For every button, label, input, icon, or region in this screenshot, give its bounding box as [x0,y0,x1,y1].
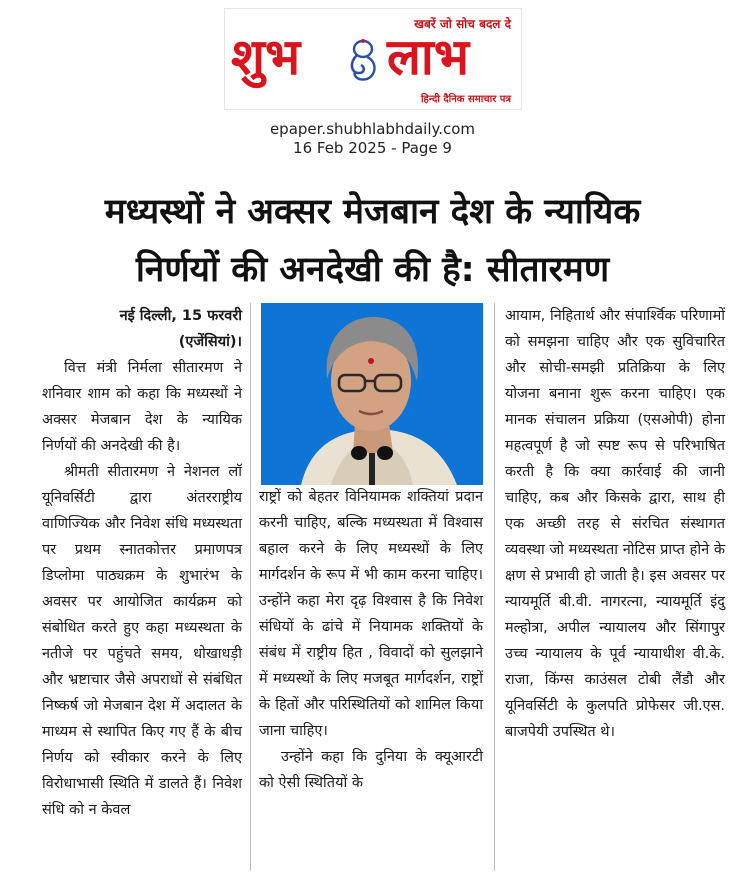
logo-word-left: शुभ [231,27,301,86]
headline-line-2: निर्णयों की अनदेखी की है: सीतारमण [135,250,610,290]
masthead-subline: हिन्दी दैनिक समाचार पत्र [420,94,511,105]
edition-date: 16 Feb 2025 - Page 9 [293,139,452,157]
paragraph: आयाम, निहितार्थ और संपार्श्विक परिणामों को समझना चाहिए और एक सुविचारित और सोची-समझी प्रतिक्रिया के लिए योजना बनाना शुरू करना चाहिए। एक मानक संचालन प्रक्रिया (एसओपी) होना महत्वपूर्ण है जो स्पष्ट रूप से परिभाषित करती है कि क्या कार्रवाई की जानी चाहिए, कब और किसके द्वारा, साथ ही एक अच्छी तरह से संरचित संस्थागत व्यवस्था जो मध्यस्थता नोटिस प्राप्त होने के क्षण से प्रभावी हो जाती है। इस अवसर पर न्यायमूर्ति बी.वी. नागरत्ना, न्यायमूर्ति इंदु मल्होत्रा, अपील न्यायालय और सिंगापुर उच्च न्यायालय के पूर्व न्यायाधीश वी.के. राजा, किंग्स काउंसल टोबी लैंडौ और यूनिवर्सिटी के कुलपति प्रोफेसर जी.एस. बाजपेयी उपस्थित थे। [505,308,725,740]
headline-line-1: मध्यस्थों ने अक्सर मेजबान देश के न्यायिक [104,192,641,232]
article-column-3 [505,303,725,745]
dateline-agency: (एजेंसियां)। [178,334,242,350]
epaper-url: epaper.shubhlabhdaily.com [269,120,476,138]
masthead-tagline: खबरें जो सोच बदल दे [414,17,511,31]
logo-word-right: लाभ [387,27,469,86]
paragraph: राष्ट्रों को बेहतर विनियामक शक्तियां प्रदान करनी चाहिए, बल्कि मध्यस्थता में विश्वास बहाल करने के लिए मध्यस्थों के लिए मार्गदर्शन के रूप में भी काम करना चाहिए। उन्होंने कहा मेरा दृढ़ विश्वास है कि निवेश संधियों के ढांचे में नियामक शक्तियों के संबंध में राष्ट्रीय हित , विवादों को सुलझाने में मध्यस्थों के लिए मजबूत मार्गदर्शन, राष्ट्रों के हितों और परिस्थितियों को शामिल किया जाना चाहिए। [259,489,483,739]
portrait-photo-icon [261,303,483,485]
dateline-place: नई दिल्ली, 15 फरवरी [119,308,242,324]
paragraph: श्रीमती सीतारमण ने नेशनल लॉ यूनिवर्सिटी द्वारा अंतरराष्ट्रीय वाणिज्यिक और निवेश संधि मध्यस्थता पर प्रथम स्नातकोत्तर प्रमाणपत्र डिप्लोमा पाठ्यक्रम के शुभारंभ के अवसर पर आयोजित कार्यक्रम को संबोधित करते हुए कहा मध्यस्थता के नतीजे पर पहुंचते समय, धोखाधड़ी और भ्रष्टाचार जैसे अपराधों से संबंधित निष्कर्ष जो मेजबान देश में अदालत के माध्यम से स्थापित किए गए हैं के बीच निर्णय को स्वीकार करने के लिए विरोधाभासी स्थिति में डालते हैं। निवेश संधि को न केवल [42,464,242,818]
portrait-photo [261,303,483,485]
article-column-2 [259,484,483,796]
masthead [224,8,522,110]
article-column-1 [42,303,242,823]
paragraph: वित्त मंत्री निर्मला सीतारमण ने शनिवार शाम को कहा कि मध्यस्थों ने अक्सर मेजबान देश के न्यायिक निर्णयों की अनदेखी की है। [42,360,242,454]
paragraph: उन्होंने कहा कि दुनिया के क्यूआरटी को ऐसी स्थितियों के [259,749,483,791]
ganesha-logo-icon [343,37,383,83]
column-divider [250,303,251,871]
column-divider [494,303,495,871]
